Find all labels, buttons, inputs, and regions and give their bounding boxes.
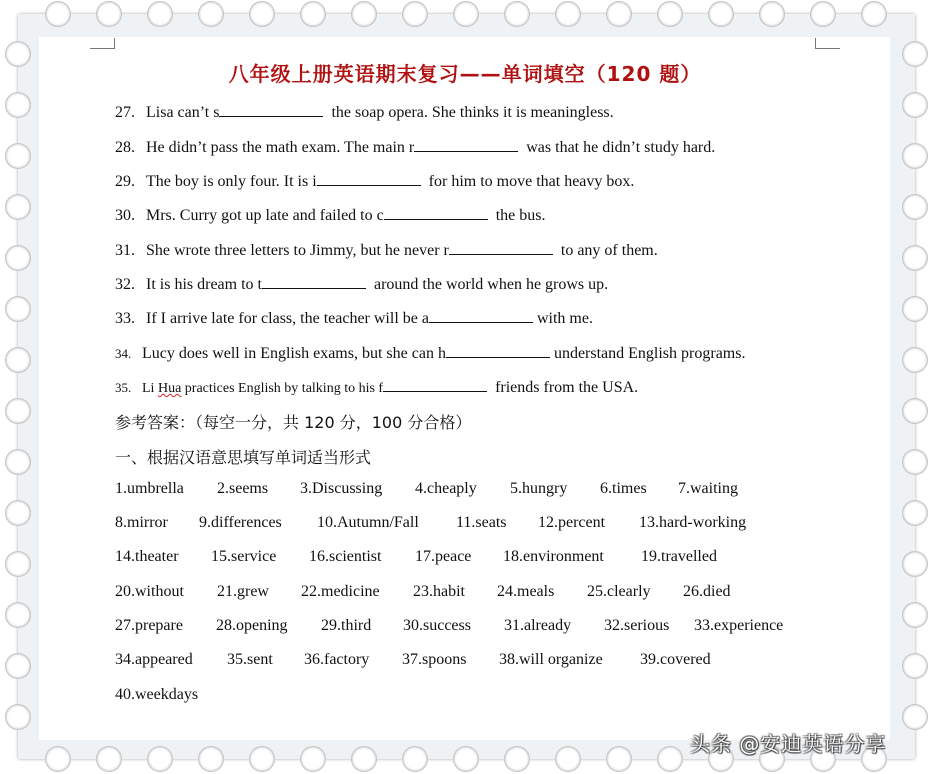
perforation <box>902 551 928 577</box>
question-28: 28. He didn’t pass the math exam. The main r was that he didn’t study hard. <box>115 139 716 156</box>
perforation <box>902 143 928 169</box>
crop-mark-top-left <box>90 38 115 49</box>
perforation <box>657 1 683 27</box>
question-32: 32. It is his dream to t around the world when he grows up. <box>115 276 609 293</box>
perforation <box>5 653 31 679</box>
perforation <box>902 653 928 679</box>
question-34: 34. Lucy does well in English exams, but she can h understand English programs. <box>115 345 746 362</box>
perforation <box>902 92 928 118</box>
perforation <box>5 500 31 526</box>
perforation <box>902 296 928 322</box>
perforation <box>708 1 734 27</box>
perforation <box>147 746 173 772</box>
perforation <box>902 398 928 424</box>
perforation <box>5 449 31 475</box>
answer-blank[interactable] <box>262 274 366 289</box>
page-title: 八年级上册英语期末复习——单词填空（120 题） <box>228 62 702 86</box>
perforation <box>759 1 785 27</box>
perforation <box>504 746 530 772</box>
perforation <box>453 1 479 27</box>
perforation <box>147 1 173 27</box>
perforation <box>902 194 928 220</box>
perforation <box>300 1 326 27</box>
perforation <box>198 746 224 772</box>
perforation <box>96 746 122 772</box>
answer-blank[interactable] <box>317 171 421 186</box>
perforation <box>606 1 632 27</box>
spellcheck-word: Hua <box>157 381 182 396</box>
perforation <box>657 746 683 772</box>
perforation <box>902 449 928 475</box>
perforation <box>5 347 31 373</box>
perforation <box>453 746 479 772</box>
answer-blank[interactable] <box>383 377 487 392</box>
perforation <box>810 1 836 27</box>
question-35: 35. Li Hua practices English by talking to his f friends from the USA. <box>115 379 639 396</box>
answer-blank[interactable] <box>414 137 518 152</box>
question-31: 31. She wrote three letters to Jimmy, but he never r to any of them. <box>115 242 658 259</box>
section-title: 一、根据汉语意思填写单词适当形式 <box>115 448 372 467</box>
perforation <box>5 194 31 220</box>
answer-blank[interactable] <box>219 102 323 117</box>
perforation <box>5 551 31 577</box>
perforation <box>5 602 31 628</box>
perforation <box>555 1 581 27</box>
perforation <box>902 347 928 373</box>
answer-blank[interactable] <box>384 205 488 220</box>
perforation <box>45 746 71 772</box>
perforation <box>555 746 581 772</box>
perforation <box>45 1 71 27</box>
perforation <box>5 704 31 730</box>
perforation <box>606 746 632 772</box>
answer-blank[interactable] <box>446 343 550 358</box>
perforation <box>249 1 275 27</box>
perforation <box>902 602 928 628</box>
question-30: 30. Mrs. Curry got up late and failed to c the bus. <box>115 207 546 224</box>
perforation <box>902 245 928 271</box>
perforation <box>5 143 31 169</box>
answer-key-heading: 参考答案：（每空一分，共 120 分，100 分合格） <box>115 413 472 432</box>
answer-blank[interactable] <box>429 308 533 323</box>
perforation <box>249 746 275 772</box>
question-29: 29. The boy is only four. It is i for him to move that heavy box. <box>115 173 635 190</box>
perforation <box>861 1 887 27</box>
answer-blank[interactable] <box>449 240 553 255</box>
watermark: 头条 @安迪英语分享 <box>690 732 887 756</box>
crop-mark-top-right <box>815 38 840 49</box>
question-27: 27. Lisa can’t s the soap opera. She thinks it is meaningless. <box>115 104 614 121</box>
perforation <box>402 746 428 772</box>
perforation <box>198 1 224 27</box>
perforation <box>5 398 31 424</box>
question-33: 33. If I arrive late for class, the teacher will be a with me. <box>115 310 593 327</box>
perforation <box>402 1 428 27</box>
perforation <box>902 500 928 526</box>
perforation <box>902 704 928 730</box>
perforation <box>504 1 530 27</box>
perforation <box>351 746 377 772</box>
perforation <box>5 245 31 271</box>
perforation <box>300 746 326 772</box>
perforation <box>351 1 377 27</box>
perforation <box>96 1 122 27</box>
perforation <box>5 92 31 118</box>
perforation <box>5 296 31 322</box>
